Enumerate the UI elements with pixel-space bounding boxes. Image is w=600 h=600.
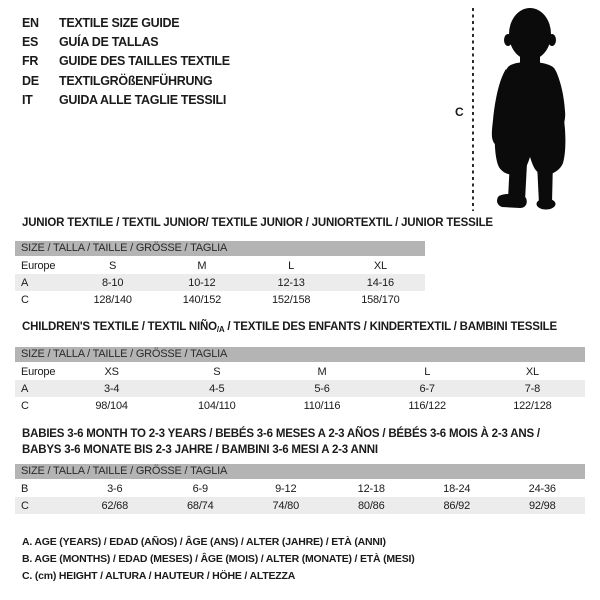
cell: 158/170: [361, 293, 400, 306]
row-label: C: [21, 293, 29, 306]
height-measure-label: C: [455, 105, 464, 119]
cell: 68/74: [158, 497, 244, 514]
cell: 12-18: [357, 482, 385, 495]
cell: 6-9: [192, 482, 208, 495]
lang-row-en: [22, 13, 230, 32]
lang-row-es: [22, 32, 230, 51]
cell: XS: [104, 365, 119, 378]
lang-row-it: [22, 90, 230, 109]
note-age-months: B. AGE (MONTHS) / EDAD (MESES) / ÂGE (MOIS) / ALTER (MONATE) / ETÀ (MESI): [22, 553, 415, 566]
lang-label: GUIDE DES TAILLES TEXTILE: [59, 54, 230, 69]
junior-section-title: JUNIOR TEXTILE / TEXTIL JUNIOR/ TEXTILE JUNIOR / JUNIORTEXTIL / JUNIOR TESSILE: [22, 217, 493, 229]
row-label: Europe: [21, 259, 56, 272]
cell: 10-12: [157, 274, 246, 291]
children-size-table: [15, 347, 585, 414]
height-measure-dotted-line: [472, 8, 474, 211]
lang-code: DE: [22, 73, 39, 88]
children-title-pre: CHILDREN'S TEXTILE / TEXTIL NIÑO: [22, 321, 217, 333]
cell: 140/152: [182, 293, 222, 306]
cell: 86/92: [414, 497, 500, 514]
cell: 6-7: [375, 380, 480, 397]
cell: 92/98: [500, 497, 586, 514]
children-table: [15, 363, 585, 414]
lang-label: GUIDA ALLE TAGLIE TESSILI: [59, 92, 227, 107]
note-height-cm: C. (cm) HEIGHT / ALTURA / HAUTEUR / HÖHE / ALTEZZA: [22, 570, 296, 583]
cell: S: [213, 365, 221, 378]
cell: 80/86: [329, 497, 415, 514]
cell: 24-36: [528, 482, 556, 495]
cell: 98/104: [95, 399, 128, 412]
table-row-age: [15, 380, 585, 397]
lang-code: ES: [22, 34, 39, 49]
children-title-sub: /A: [216, 325, 225, 334]
children-size-header-bar: SIZE / TALLA / TAILLE / GRÖSSE / TAGLIA: [15, 347, 585, 362]
lang-row-fr: [22, 52, 230, 71]
lang-label: GUÍA DE TALLAS: [59, 34, 159, 49]
row-label: C: [15, 497, 72, 514]
junior-table: [15, 257, 425, 308]
children-title-post: / TEXTILE DES ENFANTS / KINDERTEXTIL / BAMBINI TESSILE: [224, 321, 557, 333]
row-label: B: [21, 482, 29, 495]
cell: 122/128: [513, 399, 552, 412]
lang-code: FR: [22, 54, 39, 69]
lang-code: IT: [22, 92, 33, 107]
cell: 9-12: [275, 482, 297, 495]
cell: 110/116: [303, 399, 341, 412]
babies-section-title: [22, 426, 540, 458]
row-label: Europe: [21, 365, 56, 378]
table-row-europe: [15, 257, 425, 274]
cell: 104/110: [198, 399, 236, 412]
row-label: C: [21, 399, 29, 412]
babies-size-header-bar: SIZE / TALLA / TAILLE / GRÖSSE / TAGLIA: [15, 464, 585, 479]
cell: 62/68: [72, 497, 158, 514]
table-row-height: [15, 497, 585, 514]
junior-size-header-bar: SIZE / TALLA / TAILLE / GRÖSSE / TAGLIA: [15, 241, 425, 256]
babies-title-line2: BABYS 3-6 MONATE BIS 2-3 JAHRE / BAMBINI 3-6 MESI A 2-3 ANNI: [22, 444, 378, 456]
babies-size-table: [15, 464, 585, 514]
cell: 7-8: [480, 380, 585, 397]
babies-title-line1: BABIES 3-6 MONTH TO 2-3 YEARS / BEBÉS 3-6 MESES A 2-3 AÑOS / BÉBÉS 3-6 MOIS À 2-3 ANS /: [22, 428, 540, 440]
cell: 18-24: [443, 482, 471, 495]
cell: M: [197, 259, 207, 272]
cell: S: [109, 259, 117, 272]
cell: 3-4: [59, 380, 164, 397]
baby-silhouette-icon: [486, 5, 574, 212]
cell: 12-13: [247, 274, 336, 291]
row-label: A: [15, 274, 68, 291]
cell: XL: [525, 365, 539, 378]
cell: M: [317, 365, 327, 378]
lang-row-de: [22, 71, 230, 90]
table-row-age: [15, 274, 425, 291]
cell: 152/158: [271, 293, 311, 306]
table-row-height: [15, 291, 425, 308]
language-title-block: [22, 13, 230, 109]
cell: 74/80: [243, 497, 329, 514]
lang-label: TEXTILGRÖßENFÜHRUNG: [59, 73, 213, 88]
children-section-title: [22, 321, 557, 334]
table-row-age-months: [15, 480, 585, 497]
cell: L: [288, 259, 295, 272]
cell: 3-6: [107, 482, 123, 495]
cell: L: [424, 365, 431, 378]
lang-label: TEXTILE SIZE GUIDE: [59, 15, 180, 30]
legend-notes: [22, 536, 415, 588]
cell: 116/122: [408, 399, 446, 412]
babies-table: [15, 480, 585, 514]
junior-size-table: [15, 241, 425, 308]
lang-code: EN: [22, 15, 39, 30]
cell: 5-6: [269, 380, 374, 397]
table-row-height: [15, 397, 585, 414]
note-age-years: A. AGE (YEARS) / EDAD (AÑOS) / ÂGE (ANS) / ALTER (JAHRE) / ETÀ (ANNI): [22, 536, 386, 548]
cell: 8-10: [68, 274, 157, 291]
cell: XL: [373, 259, 387, 272]
cell: 14-16: [336, 274, 425, 291]
cell: 128/140: [93, 293, 132, 306]
table-row-europe: [15, 363, 585, 380]
row-label: A: [15, 380, 59, 397]
cell: 4-5: [164, 380, 269, 397]
